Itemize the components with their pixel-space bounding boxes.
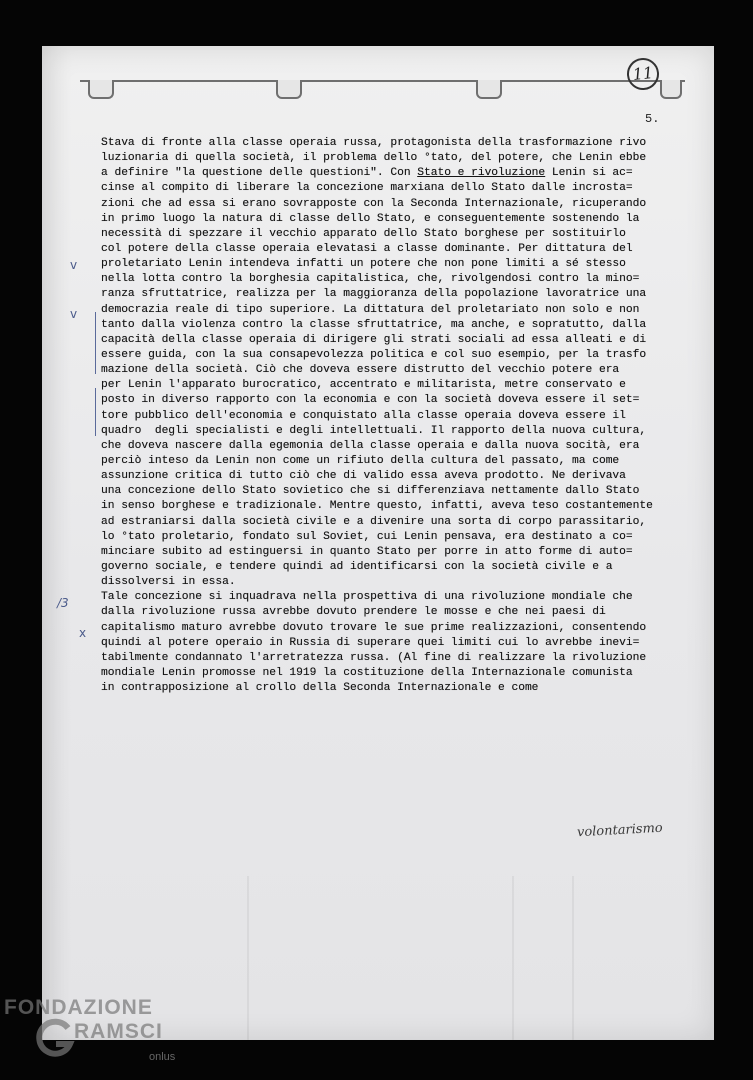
binder-clip-tab [660, 80, 682, 99]
binder-clip-tab [476, 80, 502, 99]
text-line: tabilmente condannato l'arretratezza russa. (Al fine di realizzare la rivoluzione [101, 651, 647, 664]
book-title: Stato e rivoluzione [417, 167, 546, 180]
text-line: assunzione critica di tutto ciò che di valido essa aveva prodotto. Ne derivava [101, 470, 626, 483]
text-line-start: a definire "la questione delle questioni". Con [101, 167, 418, 180]
text-line: essere guida, con la sua consapevolezza politica e col suo esempio, per la trasfo [101, 348, 647, 361]
binder-clip-edge [80, 80, 685, 82]
text-line: minciare subito ad estinguersi in quanto Stato per porre in atto forme di auto= [101, 545, 633, 558]
margin-pen-note: /3 [57, 596, 69, 610]
text-line: tore pubblico dell'economia e conquistato alla classe operaia doveva essere il [101, 409, 626, 422]
text-line: quindi al potere operaio in Russia di superare quei limiti cui lo avrebbe inevi= [101, 636, 640, 649]
text-line [101, 166, 681, 181]
text-line: quadro degli specialisti e degli intellettuali. Il rapporto della nuova cultura, [101, 424, 647, 437]
text-line: posto in diverso rapporto con la economia e con la società doveva essere il set= [101, 394, 640, 407]
text-line: mondiale Lenin promosse nel 1919 la costituzione della Internazionale comunista [101, 666, 633, 679]
copier-streak [572, 876, 574, 1040]
text-line: dissolversi in essa. [101, 576, 236, 589]
text-line: una concezione dello Stato sovietico che si differenziava nettamente dallo Stato [101, 485, 640, 498]
text-line: col potere della classe operaia elevatasi a classe dominante. Per dittatura del [101, 242, 633, 255]
text-line: proletariato Lenin intendeva infatti un potere che non pone limiti a sé stesso [101, 258, 626, 271]
text-line: luzionaria di quella società, il problema dello °tato, del potere, che Lenin ebbe [101, 152, 647, 165]
text-line: Stava di fronte alla classe operaia russa, protagonista della trasformazione rivo [101, 137, 647, 149]
text-line: tanto dalla violenza contro la classe sfruttatrice, ma anche, e sopratutto, dalla [101, 318, 647, 331]
text-line: cinse al compito di liberare la concezione marxiana dello Stato dalle incrosta= [101, 182, 633, 195]
text-line: ad estraniarsi dalla società civile e a divenire una sorta di corpo parassitario, [101, 515, 647, 528]
text-line: capitalismo maturo avrebbe dovuto trovare le sue prime realizzazioni, consentendo [101, 621, 647, 634]
text-line: che doveva nascere dalla egemonia della classe operaia e dalla nuova socità, era [101, 439, 640, 452]
text-line: lo °tato proletario, fondato sul Soviet, cui Lenin pensava, era destinato a co= [101, 530, 633, 543]
typed-body-text [101, 136, 681, 696]
page-number: 5. [645, 112, 660, 126]
text-line: Tale concezione si inquadrava nella prospettiva di una rivoluzione mondiale che [101, 591, 633, 604]
watermark-subtitle: onlus [149, 1051, 176, 1063]
text-line: per Lenin l'apparato burocratico, accentrato e militarista, metre conservato e [101, 379, 626, 392]
text-line: in primo luogo la natura di classe dello Stato, e conseguentemente sostenendo la [101, 212, 640, 225]
margin-check-mark: v [70, 307, 78, 321]
watermark-line-2: RAMSCI [74, 1020, 163, 1043]
margin-cross-mark: x [79, 626, 87, 640]
copier-streak [512, 876, 514, 1040]
text-line: capacità della classe operaia di dirigere gli strati sociali ad essa alleati e di [101, 333, 647, 346]
text-line: democrazia reale di tipo superiore. La dittatura del proletariato non solo e non [101, 303, 640, 316]
text-line: zioni che ad essa si erano sovrapposte con la Seconda Internazionale, ricuperando [101, 197, 647, 210]
margin-bracket [95, 312, 96, 374]
text-line: governo sociale, e tendere quindi ad identificarsi con la società civile e a [101, 560, 613, 573]
binder-clip-tab [276, 80, 302, 99]
text-line: in contrapposizione al crollo della Seconda Internazionale e come [101, 682, 539, 695]
gramsci-logo-icon [32, 1016, 76, 1060]
text-line: necessità di spezzare il vecchio apparato dello Stato borghese per sostituirlo [101, 227, 626, 240]
text-line: in senso borghese e tradizionale. Mentre questo, infatti, aveva teso costantemente [101, 500, 653, 513]
text-line: mazione della società. Ciò che doveva essere distrutto del vecchio potere era [101, 364, 620, 377]
fondazione-gramsci-watermark [4, 996, 204, 1076]
text-line: ranza sfruttatrice, realizza per la maggioranza della popolazione lavoratrice una [101, 288, 647, 301]
copier-streak [247, 876, 249, 1040]
text-line: nella lotta contro la borghesia capitalistica, che, rivolgendosi contro la mino= [101, 273, 640, 286]
text-line: perciò inteso da Lenin non come un rifiuto della cultura del passato, ma come [101, 454, 620, 467]
margin-check-mark: v [70, 258, 78, 272]
handwritten-note: volontarismo [576, 820, 664, 841]
margin-bracket [95, 388, 96, 436]
folio-number: 11 [625, 56, 660, 91]
binder-clip-tab [88, 80, 114, 99]
text-line-end: Lenin si ac= [545, 167, 633, 180]
text-line: dalla rivoluzione russa avrebbe dovuto prendere le mosse e che nei paesi di [101, 606, 606, 619]
watermark-line-1: FONDAZIONE [4, 996, 153, 1019]
